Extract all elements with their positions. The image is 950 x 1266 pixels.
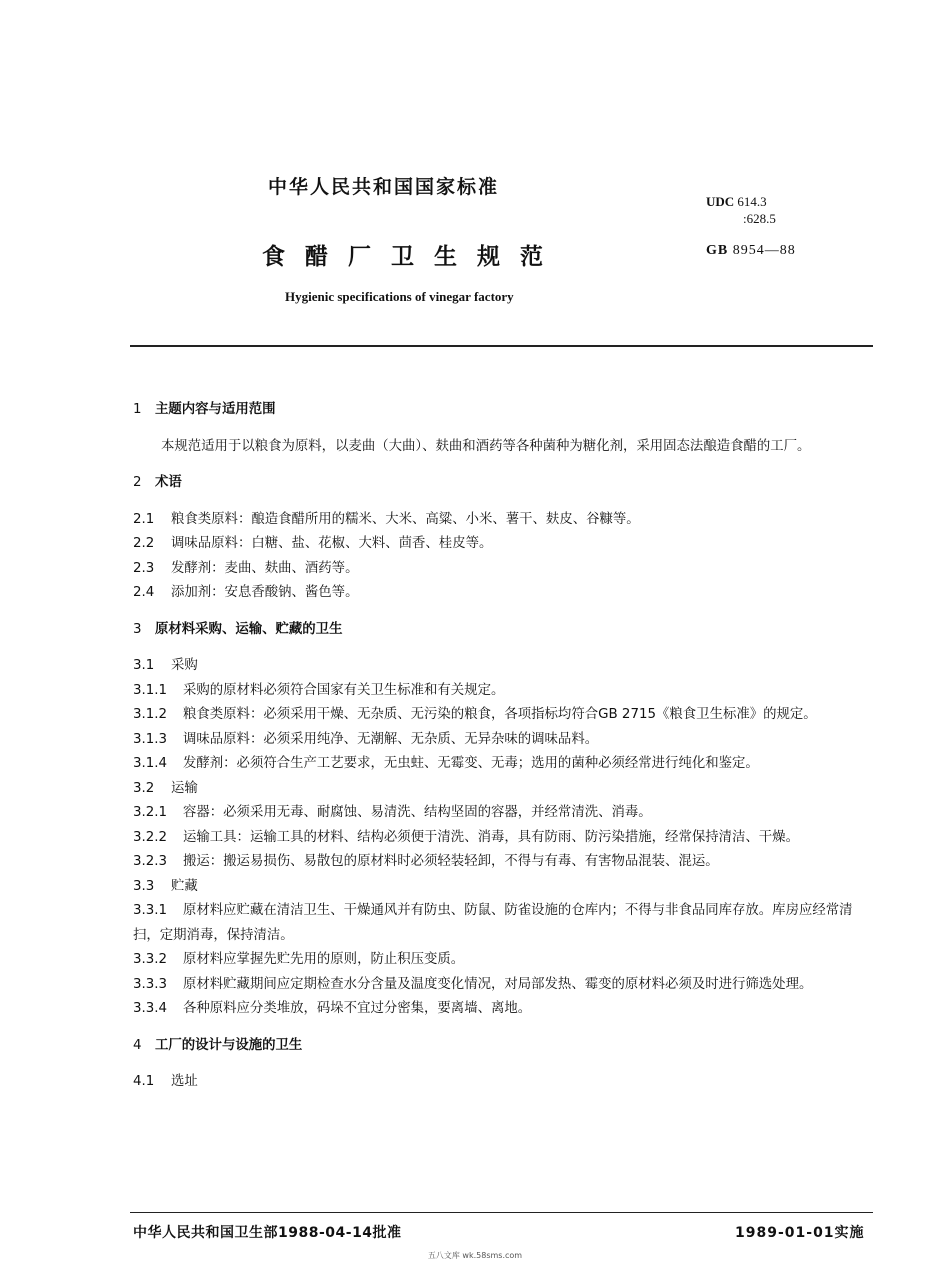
clause-number: 2.3	[133, 560, 155, 576]
clause-number: 3.2.3	[133, 854, 168, 869]
clause	[133, 948, 875, 973]
clause-text: 原材料应贮藏在清洁卫生、干燥通风并有防虫、防鼠、防雀设施的仓库内；不得与非食品同库存放。库房应经常清扫，定期消毒，保持清洁。	[133, 903, 853, 943]
section-title: 工厂的设计与设施的卫生	[155, 1037, 303, 1053]
clause-number: 3.3	[133, 878, 155, 894]
clause	[133, 508, 875, 533]
section-title: 术语	[155, 475, 182, 490]
clause	[133, 654, 875, 679]
udc-line-1: 614.3	[737, 194, 767, 209]
clause-number: 3.3.1	[133, 903, 168, 918]
clause-text: 容器：必须采用无毒、耐腐蚀、易清洗、结构坚固的容器，并经常清洗、消毒。	[183, 805, 652, 820]
gb-code	[706, 243, 796, 259]
section-heading	[133, 398, 875, 423]
clause-text: 发酵剂：必须符合生产工艺要求，无虫蛀、无霉变、无毒；选用的菌种必须经常进行纯化和鉴定。	[183, 756, 759, 771]
clause-text: 运输	[171, 780, 198, 796]
udc-line-2: :628.5	[743, 211, 776, 226]
approval-line: 中华人民共和国卫生部1988-04-14批准	[133, 1225, 402, 1241]
clause-text: 粮食类原料：必须采用干燥、无杂质、无污染的粮食，各项指标均符合GB 2715《粮食卫生标准》的规定。	[183, 707, 817, 722]
clause-number: 3.1.4	[133, 756, 168, 771]
gb-number: 8954—88	[732, 243, 796, 258]
section-heading	[133, 618, 875, 643]
clause-text: 采购的原材料必须符合国家有关卫生标准和有关规定。	[183, 682, 505, 698]
clause	[133, 826, 875, 851]
clause-number: 3.1.3	[133, 731, 168, 747]
section-number: 3	[133, 621, 142, 637]
header-divider	[130, 345, 873, 347]
clause-text: 调味品原料：必须采用纯净、无潮解、无杂质、无异杂味的调味品料。	[183, 731, 599, 747]
document-body	[133, 398, 875, 1095]
section-title: 原材料采购、运输、贮藏的卫生	[155, 621, 343, 637]
paragraph: 本规范适用于以粮食为原料，以麦曲（大曲）、麸曲和酒药等各种菌种为糖化剂，采用固态法酿造食醋的工厂。	[161, 438, 811, 454]
udc-code	[706, 193, 776, 227]
clause-text: 选址	[171, 1074, 198, 1089]
clause-text: 采购	[171, 658, 198, 673]
clause-number: 3.3.4	[133, 1001, 168, 1016]
gb-label: GB	[706, 243, 729, 258]
clause-number: 3.1.2	[133, 707, 168, 722]
clause-text: 原材料贮藏期间应定期检查水分含量及温度变化情况，对局部发热、霉变的原材料必须及时进行筛选处理。	[183, 976, 813, 992]
clause	[133, 752, 875, 777]
clause-text: 运输工具：运输工具的材料、结构必须便于清洗、消毒，具有防雨、防污染措施，经常保持清洁、干燥。	[183, 829, 799, 845]
clause	[133, 850, 875, 875]
clause-number: 3.1	[133, 658, 155, 673]
clause-number: 3.2	[133, 780, 155, 796]
clause-text: 粮食类原料：酿造食醋所用的糯米、大米、高粱、小米、薯干、麸皮、谷糠等。	[171, 511, 640, 527]
section-number: 2	[133, 475, 142, 490]
section-title: 主题内容与适用范围	[155, 402, 276, 417]
clause	[133, 1070, 875, 1095]
clause	[133, 679, 875, 704]
clause	[133, 557, 875, 582]
clause	[133, 973, 875, 998]
section-number: 1	[133, 402, 142, 417]
clause	[133, 997, 875, 1022]
national-standard-title: 中华人民共和国国家标准	[268, 176, 500, 198]
clause-text: 搬运：搬运易损伤、易散包的原材料时必须轻装轻卸，不得与有毒、有害物品混装、混运。	[183, 854, 719, 869]
udc-label: UDC	[706, 194, 735, 209]
clause	[133, 899, 875, 948]
clause-text: 添加剂：安息香酸钠、酱色等。	[171, 585, 359, 600]
clause-text: 发酵剂：麦曲、麸曲、酒药等。	[171, 560, 359, 576]
clause-number: 2.2	[133, 536, 155, 551]
clause	[133, 703, 875, 728]
clause-text: 贮藏	[171, 878, 198, 894]
clause	[133, 728, 875, 753]
clause-number: 2.1	[133, 511, 155, 527]
clause-number: 3.3.3	[133, 976, 168, 992]
footer-divider	[130, 1212, 873, 1213]
effective-date: 1989-01-01实施	[735, 1225, 865, 1241]
clause	[133, 532, 875, 557]
section-heading	[133, 1034, 875, 1059]
english-title: Hygienic specifications of vinegar factory	[285, 289, 514, 304]
clause-text: 调味品原料：白糖、盐、花椒、大料、茴香、桂皮等。	[171, 536, 493, 551]
clause-number: 3.1.1	[133, 682, 168, 698]
source-watermark: 五八文库 wk.58sms.com	[427, 1251, 523, 1260]
document-title: 食醋厂卫生规范	[262, 244, 563, 270]
clause	[133, 777, 875, 802]
clause-text: 各种原料应分类堆放，码垛不宜过分密集，要离墙、离地。	[183, 1001, 532, 1016]
clause	[133, 801, 875, 826]
clause-number: 3.2.1	[133, 805, 168, 820]
clause-number: 3.2.2	[133, 829, 168, 845]
section-number: 4	[133, 1037, 142, 1053]
clause	[133, 581, 875, 606]
clause-number: 3.3.2	[133, 952, 168, 967]
clause-number: 2.4	[133, 585, 155, 600]
clause-text: 原材料应掌握先贮先用的原则，防止积压变质。	[183, 952, 465, 967]
section-heading	[133, 471, 875, 496]
clause	[133, 875, 875, 900]
clause-number: 4.1	[133, 1074, 155, 1089]
